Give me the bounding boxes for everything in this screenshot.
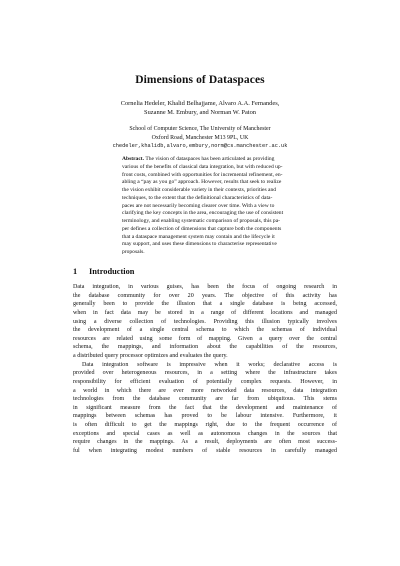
section-number: 1 (73, 267, 78, 276)
body-line: responsibility for efficient evaluation of potentially complex requests. However, in (73, 378, 337, 385)
body-line: ful when integrating modest numbers of stable resources in carefully managed (73, 447, 337, 454)
author-line: Cornelia Hedeler, Khalid Belhajjame, Alvaro A.A. Fernandes, (120, 100, 280, 107)
body-line: a world in which there are ever more networked data resources, data integration (73, 387, 337, 394)
body-line: the development of a single central schema to which the schemas of individual (73, 327, 337, 334)
body-line: provided over heterogeneous resources, in a setting where the infrastructure takes (73, 370, 337, 377)
body-text (73, 283, 337, 456)
abstract-line: clarifying the key concepts in the area, encouraging the use of consistent (122, 210, 284, 217)
body-line: Data integration software is impressive when it works; declarative access is (82, 361, 337, 368)
abstract-line: per defines a collection of dimensions that capture both the components (122, 225, 282, 232)
author-line: Suzanne M. Embury, and Norman W. Paton (144, 109, 256, 116)
body-line: the database community for over 20 years. The objective of this activity has (73, 292, 337, 299)
author-list (60, 99, 340, 117)
body-line: a distributed query processor optimizes and evaluates the query. (73, 353, 228, 359)
body-line: resources are related using some form of mapping. Given a query over the central (73, 335, 337, 342)
abstract-line: the vision exhibit considerable variety in their contexts, priorities and (122, 187, 277, 193)
abstract-line: techniques, to the extent that the definitional characteristics of data- (122, 194, 273, 201)
body-line: when in fact data may be stored in a range of different locations and managed (73, 309, 337, 316)
body-line: schema, the mappings, and information about the capabilities of the resources, (73, 344, 337, 351)
body-line: is often difficult to get the mappings right, due to the frequent occurrence of (73, 422, 337, 428)
affiliation-line: Oxford Road, Manchester M13 9PL, UK (151, 134, 249, 141)
abstract-text: The vision of dataspaces has been articulated as providing (145, 156, 275, 162)
abstract-line: front costs, combined with opportunities for incremental refinement, en- (122, 171, 283, 178)
abstract-line (122, 156, 332, 164)
abstract-label: Abstract. (122, 156, 145, 162)
section-heading (73, 267, 134, 276)
affiliation-line: School of Computer Science, The University of Manchester (129, 126, 271, 132)
body-line: generally been to provide the illusion that a single database is being accessed, (73, 301, 337, 308)
abstract-line: various of the benefits of classical data integration, but with reduced up- (122, 163, 283, 170)
body-line: technologies from the database community are far from ubiquitous. This stems (73, 396, 337, 403)
abstract-line: that a dataspace management system may contain and the lifecycle it (122, 233, 275, 240)
section-title: Introduction (89, 267, 135, 276)
abstract (122, 156, 332, 257)
abstract-line: terminology, and enabling systematic comparison of proposals, this pa- (122, 218, 281, 224)
abstract-line: may support, and uses these dimensions to characterise representative (122, 241, 277, 248)
body-line: using a diverse collection of technologies. Providing this illusion typically involves (73, 318, 337, 325)
body-line: exceptions and special cases as well as autonomous changes in the sources that (73, 430, 337, 437)
author-email: chedeler,khalidb,alvaro,embury,norm@cs.manchester.ac.uk (112, 143, 288, 149)
body-line: mappings between schemas has proved to be labour intensive. Furthermore, it (73, 413, 337, 420)
abstract-line: abling a “pay as you go” approach. However, results that seek to realize (122, 179, 282, 186)
abstract-line: proposals. (122, 249, 145, 255)
paper-title: Dimensions of Dataspaces (135, 74, 265, 86)
body-line: Data integration, in various guises, has been the focus of ongoing research in (73, 284, 337, 290)
abstract-line: paces are not necessarily becoming clearer over time. With a view to (122, 202, 275, 209)
body-line: require changes in the mappings. As a result, deployments are often most success- (73, 439, 337, 446)
affiliation (60, 125, 340, 142)
body-line: in significant measure from the fact that the development and maintenance of (73, 404, 337, 411)
